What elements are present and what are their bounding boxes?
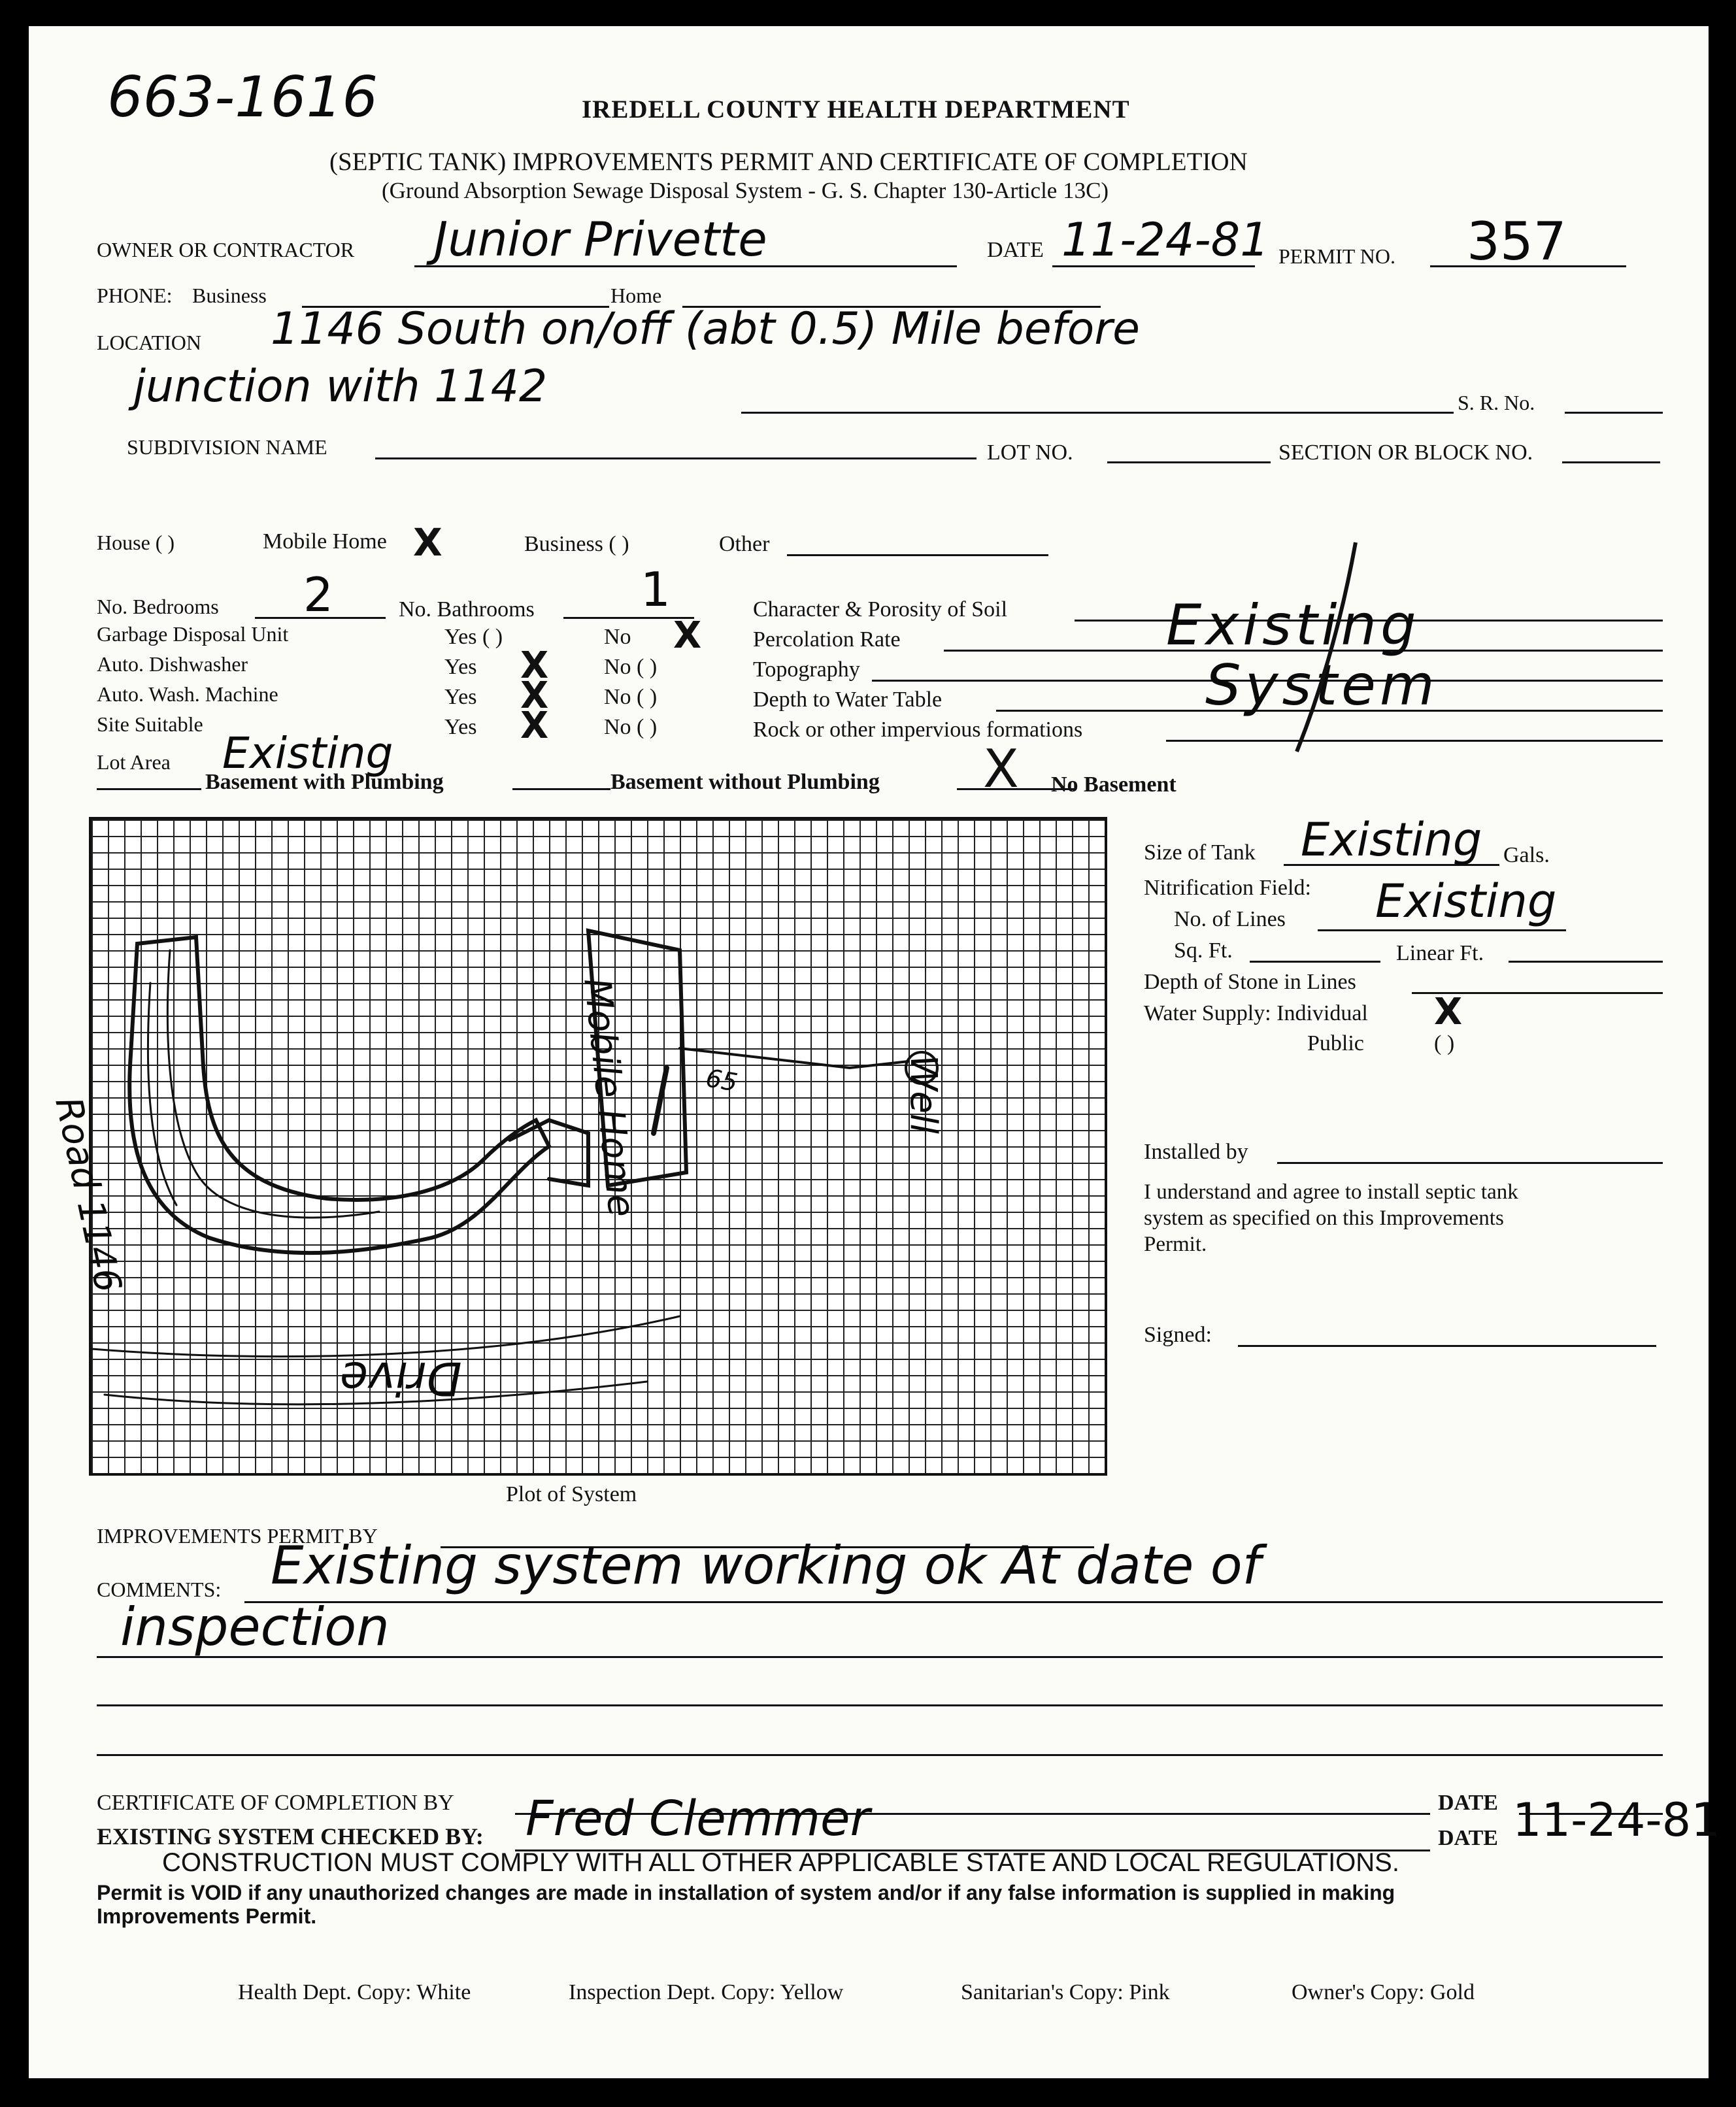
plot-mobile-home-label: Mobile Home [575, 976, 643, 1219]
comments-label: COMMENTS: [97, 1578, 222, 1601]
bedrooms-value: 2 [303, 567, 333, 622]
other-line [787, 554, 1048, 556]
permit-title: (SEPTIC TANK) IMPROVEMENTS PERMIT AND CERTIFICATE OF COMPLETION [329, 148, 1248, 176]
permit-no-label: PERMIT NO. [1278, 244, 1395, 268]
water-table-label: Depth to Water Table [753, 688, 943, 712]
department-name: IREDELL COUNTY HEALTH DEPARTMENT [582, 95, 1130, 124]
date-label: DATE [987, 238, 1044, 262]
bathrooms-value: 1 [641, 562, 671, 617]
rock-line [1166, 740, 1663, 742]
dishwasher-mark: X [520, 644, 549, 687]
linear-ft-label: Linear Ft. [1396, 941, 1484, 965]
comments-rule2 [97, 1656, 1663, 1658]
subdivision-label: SUBDIVISION NAME [127, 435, 327, 459]
permit-document [29, 26, 1720, 2078]
signed-line [1238, 1345, 1656, 1347]
comments-line1: Existing system working ok At date of [271, 1535, 1261, 1596]
rock-label: Rock or other impervious formations [753, 718, 1083, 742]
basement-without-label: Basement without Plumbing [610, 770, 880, 794]
site-suitable-no: No ( ) [604, 715, 658, 739]
tank-size-label: Size of Tank [1144, 840, 1256, 865]
completion-date-label: DATE [1438, 1791, 1498, 1815]
no-of-lines-value: Existing [1375, 874, 1557, 928]
dishwasher-label: Auto. Dishwasher [97, 652, 248, 676]
stone-depth-label: Depth of Stone in Lines [1144, 970, 1356, 994]
basement-with-label: Basement with Plumbing [205, 770, 444, 794]
permit-no-value: 357 [1467, 211, 1567, 272]
topography-label: Topography [753, 657, 860, 682]
public-box: ( ) [1434, 1031, 1455, 1055]
percolation-label: Percolation Rate [753, 627, 901, 652]
no-basement-label: No Basement [1051, 772, 1177, 797]
soil-bracket-stroke [1258, 536, 1388, 758]
distance-marker [654, 1068, 667, 1133]
agreement-line1: I understand and agree to install septic tank [1144, 1180, 1518, 1204]
owner-label: OWNER OR CONTRACTOR [97, 238, 355, 261]
soil-handwritten-existing: Existing [1166, 593, 1420, 658]
tank-size-value: Existing [1301, 813, 1482, 867]
wash-machine-label: Auto. Wash. Machine [97, 682, 278, 706]
date-value: 11-24-81 [1061, 213, 1269, 267]
dishwasher-yes: Yes [444, 655, 477, 679]
sqft-label: Sq. Ft. [1174, 938, 1233, 963]
site-suitable-yes: Yes [444, 715, 477, 739]
plot-well-label: Well [902, 1055, 944, 1134]
business-label: Business ( ) [524, 532, 629, 556]
garbage-disposal-no: No [604, 625, 631, 649]
no-of-lines-line [1318, 929, 1566, 931]
garbage-disposal-label: Garbage Disposal Unit [97, 622, 289, 646]
mobile-home-mark: X [413, 520, 442, 565]
no-basement-mark: X [983, 738, 1019, 799]
location-label: LOCATION [97, 331, 201, 354]
lot-area-value: Existing [222, 728, 393, 778]
installed-by-label: Installed by [1144, 1140, 1248, 1164]
dishwasher-no: No ( ) [604, 655, 658, 679]
checked-by-value: Fred Clemmer [526, 1791, 870, 1847]
sqft-line [1250, 961, 1380, 963]
completion-label: CERTIFICATE OF COMPLETION BY [97, 1791, 454, 1815]
basement-without-line [512, 788, 610, 790]
soil-handwritten-system: System [1205, 653, 1439, 718]
copy-owner: Owner's Copy: Gold [1292, 1980, 1475, 2004]
wash-machine-no: No ( ) [604, 685, 658, 709]
agreement-line2: system as specified on this Improvements [1144, 1206, 1504, 1230]
handwritten-phone-number: 663-1616 [107, 65, 378, 130]
checked-by-label: EXISTING SYSTEM CHECKED BY: [97, 1823, 484, 1850]
public-label: Public [1307, 1031, 1364, 1055]
bathrooms-label: No. Bathrooms [399, 597, 535, 622]
location-line1: 1146 South on/off (abt 0.5) Mile before [271, 303, 1140, 355]
drive-edge-top [92, 1316, 680, 1357]
phone-label: PHONE: [97, 284, 173, 307]
copy-sanitarian: Sanitarian's Copy: Pink [961, 1980, 1170, 2004]
lot-area-label: Lot Area [97, 750, 171, 774]
plot-drive-label: Drive [340, 1352, 462, 1405]
house-label: House ( ) [97, 531, 175, 554]
plot-grid [46, 817, 1107, 1476]
location-line [741, 412, 1454, 414]
site-suitable-label: Site Suitable [97, 712, 203, 736]
section-label: SECTION OR BLOCK NO. [1278, 440, 1533, 465]
road-outline [129, 937, 549, 1253]
plot-distance-label: 65 [703, 1063, 740, 1097]
copy-health-dept: Health Dept. Copy: White [238, 1980, 471, 2004]
compliance-notice: CONSTRUCTION MUST COMPLY WITH ALL OTHER APPLICABLE STATE AND LOCAL REGULATIONS. [162, 1848, 1399, 1877]
comments-rule1 [244, 1601, 1663, 1603]
soil-character-label: Character & Porosity of Soil [753, 597, 1008, 622]
gals-label: Gals. [1503, 843, 1550, 867]
comments-rule4 [97, 1754, 1663, 1756]
site-suitable-mark: X [520, 705, 549, 747]
lot-no-line [1107, 461, 1271, 463]
srn-line [1565, 412, 1663, 414]
subdivision-line [375, 457, 976, 459]
other-label: Other [719, 532, 770, 556]
copy-inspection-dept: Inspection Dept. Copy: Yellow [569, 1980, 844, 2004]
bedrooms-label: No. Bedrooms [97, 595, 219, 618]
wash-machine-yes: Yes [444, 685, 477, 709]
comments-rule3 [97, 1704, 1663, 1706]
plot-caption: Plot of System [506, 1482, 637, 1506]
wash-machine-mark: X [520, 674, 549, 717]
installed-by-line [1277, 1162, 1663, 1164]
checked-date-label: DATE [1438, 1826, 1498, 1850]
phone-business-label: Business [192, 284, 267, 307]
garbage-disposal-mark: X [673, 614, 702, 657]
water-supply-label: Water Supply: Individual [1144, 1001, 1368, 1025]
water-supply-mark: X [1434, 991, 1463, 1033]
void-notice-line2: Improvements Permit. [97, 1904, 317, 1928]
location-line2: junction with 1142 [133, 361, 548, 412]
linear-ft-line [1509, 961, 1663, 963]
no-of-lines-label: No. of Lines [1174, 907, 1286, 931]
owner-value: Junior Privette [434, 212, 767, 267]
mobile-home-label: Mobile Home [263, 529, 387, 554]
section-line [1562, 461, 1660, 463]
void-notice-line1: Permit is VOID if any unauthorized changes are made in installation of system and/or if any false information is supplied in making [97, 1881, 1395, 1904]
basement-with-line [97, 788, 201, 790]
lot-no-label: LOT NO. [987, 440, 1073, 465]
agreement-line3: Permit. [1144, 1233, 1207, 1256]
plot-road-label: Road 1146 [46, 1093, 129, 1297]
checked-date-value: 11-24-81 [1512, 1793, 1720, 1847]
phone-home-label: Home [610, 284, 662, 307]
permit-subtitle: (Ground Absorption Sewage Disposal System - G. S. Chapter 130-Article 13C) [382, 178, 1109, 203]
garbage-disposal-yes: Yes ( ) [444, 625, 503, 649]
srn-label: S. R. No. [1458, 391, 1535, 414]
signed-label: Signed: [1144, 1323, 1212, 1347]
nitrification-label: Nitrification Field: [1144, 876, 1311, 900]
permit-by-label: IMPROVEMENTS PERMIT BY [97, 1524, 378, 1548]
comments-line2: inspection [120, 1597, 390, 1657]
